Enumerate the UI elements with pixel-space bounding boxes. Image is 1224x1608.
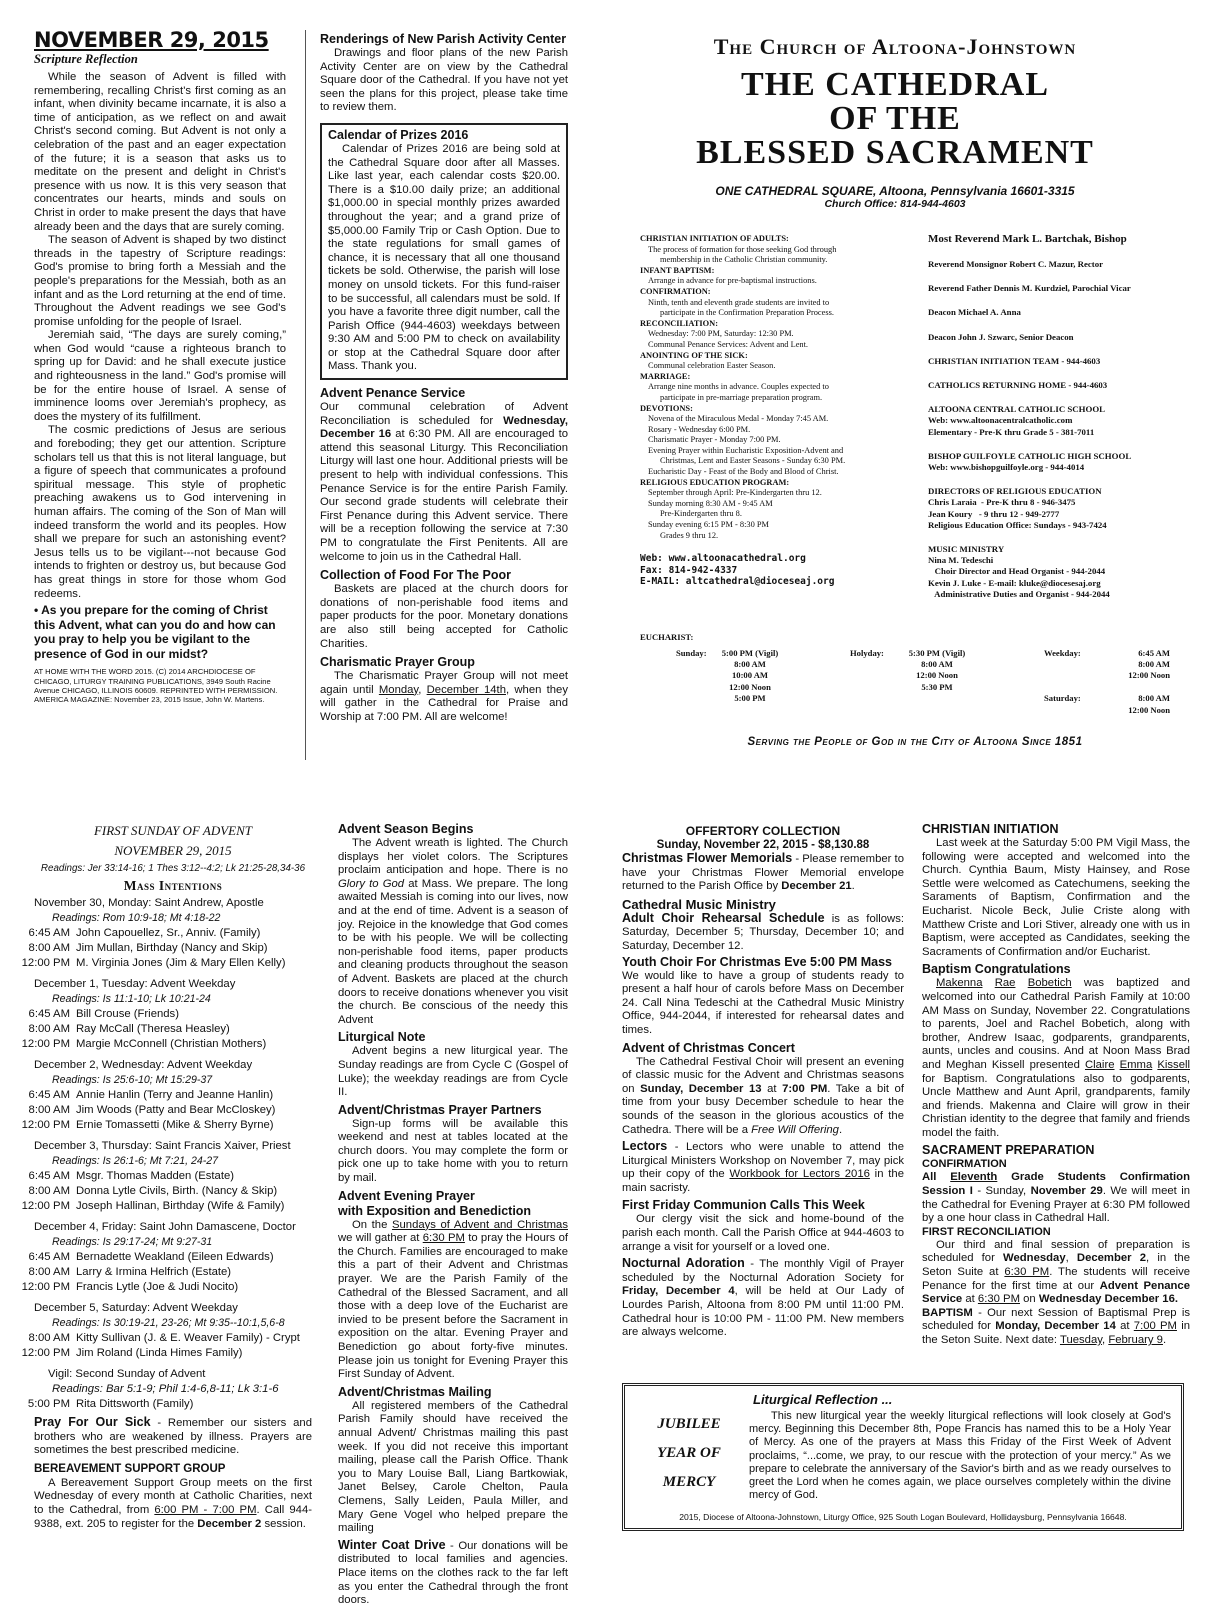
mass-day-title: December 1, Tuesday: Advent Weekday xyxy=(34,978,236,990)
mass-intention-row: 8:00 AM Jim Mullan, Birthday (Nancy and Skip) xyxy=(28,942,268,954)
vigil-title: Vigil: Second Sunday of Advent xyxy=(48,1368,206,1380)
christian-initiation-text: Last week at the Saturday 5:00 PM Vigil Mass, the following were accepted and welcomed into the Church. Cynthia Baum, Misty Hainsey, and Rose Settle were welcomed as Catechumens, seeking the Saraments of Baptism, Confirmation and the Eucharist. Nicole Beck, Julie Criste along with Matthew Criste and Lori Stiver, already one with us in Baptism, were accepted as Candidates, seeking the Sacraments of Confirmation and/or Eucharist. xyxy=(922,837,1190,958)
sacrament-line: CONFIRMATION: xyxy=(640,286,711,296)
reflection-credit: AT HOME WITH THE WORD 2015. (C) 2014 ARCHDIOCESE OF CHICAGO, LITURGY TRAINING PUBLICATIONS, 3949 South Racine Avenue CHICAGO, ILLINOIS 60609. REPRINTED WITH PERMISSION. AMERICA MAGAZINE: November 23, 2015 Issue, John W. Martens. xyxy=(34,667,278,705)
holyday-mass-time: 8:00 AM xyxy=(921,659,953,669)
sacrament-line: Grades 9 thru 12. xyxy=(660,530,719,540)
mass-day-title: December 3, Thursday: Saint Francis Xaiver, Priest xyxy=(34,1140,291,1152)
sacrament-line: Wednesday: 7:00 PM, Saturday: 12:30 PM. xyxy=(648,329,794,339)
christian-initiation-title: CHRISTIAN INITIATION xyxy=(922,822,1059,836)
concert-text: The Cathedral Festival Choir will present an evening of classic music for the Advent and Christmas seasons on Sunday, December 13 at 7:00 PM. Take a bit of time from your busy December schedule to hear the sounds of the season in the glorious acoustics of the Cathedra. There will be a Free Will Offering. xyxy=(622,1055,904,1136)
mass-day-group xyxy=(21,896,312,971)
sacrament-line: Sunday evening 6:15 PM - 8:30 PM xyxy=(648,520,769,530)
prayer-partners-text: Sign-up forms will be available this weekend and nest at tables located at the church doors. You may complete the form or pick one up to take home with you to return by mail. xyxy=(338,1117,568,1185)
confirmation-title: CONFIRMATION xyxy=(922,1158,1007,1171)
jubilee-box xyxy=(622,1383,1184,1531)
mass-day-readings: Readings: Is 26:1-6; Mt 7:21, 24-27 xyxy=(52,1155,219,1167)
sunday-mass-time: 12:00 Noon xyxy=(729,681,771,692)
liturgical-reflection-title: Liturgical Reflection ... xyxy=(753,1392,893,1407)
staff-line: Jean Koury - 9 thru 12 - 949-2777 xyxy=(928,508,1060,519)
scripture-reflection-label: Scripture Reflection xyxy=(34,52,138,66)
bulletin-date: NOVEMBER 29, 2015 xyxy=(34,28,269,52)
sacrament-line: Sunday morning 8:30 AM - 9:45 AM xyxy=(648,498,773,508)
sunday-date: NOVEMBER 29, 2015 xyxy=(114,843,232,858)
mass-day-readings: Readings: Is 30:19-21, 23-26; Mt 9:35--10:1,5,6-8 xyxy=(52,1317,285,1329)
first-friday-title: First Friday Communion Calls This Week xyxy=(622,1198,865,1213)
mass-intention-row: 8:00 AM Ray McCall (Theresa Heasley) xyxy=(28,1023,230,1035)
staff-line: CATHOLICS RETURNING HOME - 944-4603 xyxy=(928,380,1108,391)
eucharist-schedule xyxy=(640,632,1190,748)
sacrament-line: MARRIAGE: xyxy=(640,371,691,381)
sacrament-line: Charismatic Prayer - Monday 7:00 PM. xyxy=(648,435,781,445)
renderings-text: Drawings and floor plans of the new Parish Activity Center are on view by the Cathedral Square door of the Cathedral. If you have not yet seen the plans for this project, please take time to review them. xyxy=(320,47,568,114)
mass-day-title: December 4, Friday: Saint John Damascene, Doctor xyxy=(34,1221,296,1233)
reflection-paragraph: While the season of Advent is filled with remembering, recalling Christ's first coming as an infant, when divinity became incarnate, it is also a time of anticipation, as we reflect on and await Christ's second coming. But Advent is not only a celebration of the past and an eager expectation of the future; it is a season that asks us to meditate on the present and delight in Christ's presence with us now. It is this very season that concentrates our hearts, minds and souls on Christ in order to make present the days that have already been and the days that are surely coming. xyxy=(34,71,286,233)
sacrament-line: Arrange nine months in advance. Couples expected to xyxy=(648,382,829,392)
baptism-congrats-text: Makenna Rae Bobetich was baptized and welcomed into our Cathedral Parish Family at 10:00 AM Mass on Sunday, November 22. Congratulations to parents, Joel and Rachel Bobetich, along with brother, Andrew Isaac, godparents, grandparents, aunts, uncles and cousins. And at Noon Mass Brad and Meghan Kissell presented Claire Emma Kissell for Baptism. Congratulations also to godparents, Uncle Matthew and Aunt April, grandparents, family and friends. Makenna and Claire will grow in their Christian identity to the degree that family and friends model the faith. xyxy=(922,977,1191,1139)
liturgical-note-title: Liturgical Note xyxy=(338,1030,426,1045)
liturgical-note-text: Advent begins a new liturgical year. The Sunday readings are from Cycle C (Gospel of Luke); the weekday readings are from Cycle II. xyxy=(338,1045,568,1099)
staff-line: Reverend Monsignor Robert C. Mazur, Rector xyxy=(928,259,1104,269)
mass-intention-row: 6:45 AM Annie Hanlin (Terry and Jeanne Hanlin) xyxy=(28,1089,274,1101)
mass-intention-row: 12:00 PM Jim Roland (Linda Himes Family) xyxy=(21,1347,243,1359)
evening-prayer-title: Advent Evening Prayer xyxy=(338,1188,475,1203)
youth-choir-text: We would like to have a group of students ready to present a half hour of carols before Mass on December 24. Call Nina Tedeschi at the Cathedral Music Ministry Office, 944-2044, if interested for rehearsal dates and times. xyxy=(622,969,904,1036)
confirmation-text: All Eleventh Grade Students Confirmation Session I - Sunday, November 29. We will meet in the Cathedral for Evening Prayer at 6:30 PM followed by a one hour class in Cathedral Hall. xyxy=(922,1171,1191,1225)
staff-line: Web: www.altoonacentralcatholic.com xyxy=(928,415,1073,426)
mass-day-title: December 5, Saturday: Advent Weekday xyxy=(34,1302,238,1314)
sunday-label: Sunday: xyxy=(676,647,707,658)
staff-line: Most Reverend Mark L. Bartchak, Bishop xyxy=(928,233,1127,245)
holyday-label: Holyday: xyxy=(850,647,884,658)
parish-fax: Fax: 814-942-4337 xyxy=(640,564,738,576)
sacrament-line: DEVOTIONS: xyxy=(640,403,693,413)
vigil-mass-row: 5:00 PM Rita Dittsworth (Family) xyxy=(27,1398,194,1410)
food-title: Collection of Food For The Poor xyxy=(320,568,511,583)
weekday-mass-time: 8:00 AM xyxy=(1138,659,1170,669)
bottom-column-3 xyxy=(622,824,904,1340)
youth-choir-title: Youth Choir For Christmas Eve 5:00 PM Mass xyxy=(622,954,892,969)
sacrament-line: Communal celebration Easter Season. xyxy=(648,361,776,371)
staff-line: Deacon Michael A. Anna xyxy=(928,307,1021,318)
mailing-text: All registered members of the Cathedral Parish Family should have received the annual Advent/ Christmas mailing this past week. If you did not receive this important mailing, please call the Parish Office. Thank you to Mary Louise Ball, Liang Bartkowiak, Janet Belsey, Carole Chelton, Paula Clemens, Sally Leiden, Paula Miller, and Mary Gene Vogel who helped prepare the mailing xyxy=(338,1399,568,1535)
staff-line: Administrative Duties and Organist - 944-2044 xyxy=(928,588,1110,599)
weekday-times xyxy=(1090,648,1170,682)
masthead xyxy=(600,34,1190,211)
mass-intention-row: 6:45 AM Bernadette Weakland (Eileen Edwards) xyxy=(28,1251,274,1263)
first-reconciliation-text: Our third and final session of preparation is scheduled for Wednesday, December 2, in the Seton Suite at 6:30 PM. The students will receive Penance for the first time at our Advent Penance Service at 6:30 PM on Wednesday December 16. xyxy=(922,1238,1191,1306)
staff-line: DIRECTORS OF RELIGIOUS EDUCATION xyxy=(928,486,1102,497)
holyday-times xyxy=(892,648,982,694)
evening-prayer-text: On the Sundays of Advent and Christmas we will gather at 6:30 PM to pray the Hours of the Church. Families are encouraged to make this a part of their Advent and Christmas prayer. We are the Parish Family of the Cathedral of the Blessed Sacrament, and all those with a deep love of the Eucharist are invied to be present before the Sacrament in exposition on the altar. Evening Prayer and Benediction go about forty-five minutes. Please join us tonight for Evening Prayer this First Sunday of Advent. xyxy=(338,1218,568,1381)
sunday-times xyxy=(710,648,790,705)
sacrament-line: participate in the Confirmation Preparation Process. xyxy=(660,308,834,318)
penance-title: Advent Penance Service xyxy=(320,386,466,401)
saturday-mass-time: 12:00 Noon xyxy=(1128,704,1170,715)
saturday-label: Saturday: xyxy=(1044,693,1081,704)
mass-day-group xyxy=(21,1139,312,1214)
mass-intention-row: 12:00 PM Margie McConnell (Christian Mothers) xyxy=(21,1038,267,1050)
sacrament-line: Evening Prayer within Eucharistic Exposition-Advent and xyxy=(648,445,844,455)
prayer-partners-title: Advent/Christmas Prayer Partners xyxy=(338,1102,542,1117)
mass-intention-row: 12:00 PM M. Virginia Jones (Jim & Mary Ellen Kelly) xyxy=(21,957,286,969)
charismatic-text: The Charismatic Prayer Group will not meet again until Monday, December 14th, when they will gather in the Cathedral for Praise and Worship at 7:00 PM. All are welcome! xyxy=(320,670,568,723)
column-divider xyxy=(305,30,306,760)
mass-intention-row: 8:00 AM Donna Lytle Civils, Birth. (Nancy & Skip) xyxy=(28,1185,278,1197)
staff-line: CHRISTIAN INITIATION TEAM - 944-4603 xyxy=(928,355,1101,366)
reflection-paragraph: Jeremiah said, “The days are surely coming,” when God would “cause a righteous branch to spring up for David: and he shall execute justice and righteousness in the land.” God's promise will be for the entire house of Israel. A sense of imminence looms over Jeremiah's prophecy, as does the mystery of its fulfillment. xyxy=(34,329,286,423)
baptism-congrats-title: Baptism Congratulations xyxy=(922,962,1071,977)
sacrament-line: INFANT BAPTISM: xyxy=(640,265,715,275)
mass-day-group xyxy=(21,977,312,1052)
mass-intention-row: 12:00 PM Joseph Hallinan, Birthday (Wife & Family) xyxy=(21,1200,285,1212)
coat-drive-text: Winter Coat Drive - Our donations will be distributed to local families and agencies. Place items on the clothes rack to the far left as you enter the Cathedral through the front doors. xyxy=(338,1537,568,1607)
bereavement-text: A Bereavement Support Group meets on the first Wednesday of every month at Catholic Charities, next to the Cathedral, from 6:00 PM - 7:00 PM. Call 944-9388, ext. 205 to register for the December 2 session. xyxy=(34,1476,312,1530)
sick-text: Pray For Our Sick - Remember our sisters and brothers who are weakened by illness. Prayers are sometimes the best prescribed medicine. xyxy=(34,1415,312,1457)
staff-line: Chris Laraia - Pre-K thru 8 - 946-3475 xyxy=(928,497,1076,508)
mass-day-readings: Readings: Is 25:6-10; Mt 15:29-37 xyxy=(52,1074,213,1086)
sacrament-line: participate in pre-marriage preparation program. xyxy=(660,392,823,402)
eucharist-label: EUCHARIST: xyxy=(640,632,694,642)
flower-memorials-text: Christmas Flower Memorials - Please remember to have your Christmas Flower Memorial envelope returned to the Parish Office by December 21. xyxy=(622,851,904,893)
mass-day-readings: Readings: Rom 10:9-18; Mt 4:18-22 xyxy=(52,912,221,924)
liturgy-office-credit: 2015, Diocese of Altoona-Johnstown, Liturgy Office, 925 South Logan Boulevard, Hollidaysburg, Pennsylvania 16648. xyxy=(679,1512,1127,1522)
cathedral-title-line1: THE CATHEDRAL xyxy=(740,66,1050,103)
saturday-mass-time: 8:00 AM xyxy=(1138,693,1170,704)
sacrament-line: The process of formation for those seeking God through xyxy=(648,244,837,254)
liturgical-reflection-text: This new liturgical year the weekly liturgical reflections will look closely at God's mercy. Beginning this December 8th, Pope Francis has named this to be a Holy Year of Mercy. As one of the prayers at Mass this Friday of the First Week of Advent proclaims, “...come, we pray, to our rescue with the protection of your mercy.” As we prepare to celebrate the anniversary of the Savior's birth and as we ready ourselves to greet the Lord when he comes again, we place ourselves completely within the divine mercy of God. xyxy=(749,1410,1171,1502)
cathedral-title-line3: BLESSED SACRAMENT xyxy=(696,134,1094,171)
offertory-title: OFFERTORY COLLECTION xyxy=(685,824,841,838)
sacrament-line: Christmas, Lent and Easter Seasons - Sunday 6:30 PM. xyxy=(660,456,846,466)
staff-line: Choir Director and Head Organist - 944-2044 xyxy=(928,566,1106,577)
staff-line: BISHOP GUILFOYLE CATHOLIC HIGH SCHOOL xyxy=(928,450,1132,461)
weekday-label: Weekday: xyxy=(1044,647,1081,658)
sacrament-line: Eucharistic Day - Feast of the Body and Blood of Christ. xyxy=(648,467,839,477)
first-friday-text: Our clergy visit the sick and home-bound of the parish each month. Call the Parish Office at 944-4603 to arrange a visit for yourself or a loved one. xyxy=(622,1213,904,1253)
penance-date: Wednesday, December 16 xyxy=(320,414,568,441)
calendar-text: Calendar of Prizes 2016 are being sold at the Cathedral Square door after all Masses. Like last year, each calendar costs $20.00. There is a $10.00 daily prize; an additional $1,000.00 in special monthly prizes awarded throughout the year; and a grand prize of $5,000.00 Family Trip or Cash Option. Due to the state regulations for small games of chance, it is necessary that all one thousand tickets be sold. Otherwise, the parish will lose money on unsold tickets. For this fund-raiser to be successful, all calendars must be sold. If you have a favorite three digit number, call the Parish Office (944-4603) weekdays between 9:30 AM and 5:00 PM to check on availability or stop at the Cathedral Square door after Mass. Thank you. xyxy=(328,142,560,373)
mass-day-group xyxy=(21,1220,312,1295)
sacrament-line: membership in the Catholic Christian community. xyxy=(660,255,828,265)
mass-intention-row: 12:00 PM Francis Lytle (Joe & Judi Nocito) xyxy=(21,1281,239,1293)
mailing-title: Advent/Christmas Mailing xyxy=(338,1384,492,1399)
penance-text: Our communal celebration of Advent Reconciliation is scheduled for Wednesday, December 16 at 6:30 PM. All are encouraged to attend this seasonal Liturgy. This Reconciliation Liturgy will last one hour. Additional priests will be present to help with individual confessions. This Penance Service is for the entire Parish Family. Our second grade students will celebrate their First Penance during this Advent service. There will be a reception following the service at 7:30 PM to congratulate the First Penitents. All are welcome to join us in the Cathedral Hall. xyxy=(320,401,568,563)
mass-intentions-title: Mass Intentions xyxy=(123,878,223,893)
sunday-mass-time: 5:00 PM xyxy=(734,693,766,704)
staff-line: Nina M. Tedeschi xyxy=(928,555,994,566)
sacrament-line: Novena of the Miraculous Medal - Monday 7:45 AM. xyxy=(648,414,829,424)
sacrament-line: Rosary - Wednesday 6:00 PM. xyxy=(648,424,751,434)
serving-tagline: Serving the People of God in the City of Altoona Since 1851 xyxy=(747,735,1083,748)
top-middle-column xyxy=(320,32,568,725)
sacrament-line: ANOINTING OF THE SICK: xyxy=(640,350,748,360)
sunday-title: FIRST SUNDAY OF ADVENT xyxy=(93,823,253,838)
church-name: The Church of Altoona-Johnstown xyxy=(713,34,1077,59)
cathedral-address: ONE CATHEDRAL SQUARE, Altoona, Pennsylvania 16601-3315 xyxy=(715,184,1075,198)
advent-season-title: Advent Season Begins xyxy=(338,822,474,836)
bottom-column-4 xyxy=(922,822,1190,1348)
calendar-box xyxy=(320,123,568,380)
food-text: Baskets are placed at the church doors for donations of non-perishable food items and paper products for the poor. Monetary donations are also still being accepted for Catholic Charities. xyxy=(320,583,568,650)
holyday-mass-time: 5:30 PM (Vigil) xyxy=(908,647,966,658)
sacrament-line: September through April: Pre-Kindergarten thru 12. xyxy=(648,488,822,498)
saturday-times xyxy=(1090,693,1170,716)
mass-intentions-list xyxy=(21,896,312,1361)
mass-day-group xyxy=(21,1301,312,1361)
sacrament-line: CHRISTIAN INITIATION OF ADULTS: xyxy=(640,234,789,243)
sacrament-line: Arrange in advance for pre-baptismal instructions. xyxy=(648,276,817,286)
adult-choir-text: Adult Choir Rehearsal Schedule is as follows: Saturday, December 5; Thursday, December 10; and Saturday, December 12. xyxy=(622,910,904,952)
music-ministry-title: Cathedral Music Ministry xyxy=(622,896,776,912)
sacrament-prep-title: SACRAMENT PREPARATION xyxy=(922,1143,1095,1158)
bottom-column-2 xyxy=(338,822,568,1608)
concert-title: Advent of Christmas Concert xyxy=(622,1040,795,1055)
staff-line: Reverend Father Dennis M. Kurdziel, Parochial Vicar xyxy=(928,283,1131,294)
staff-line: ALTOONA CENTRAL CATHOLIC SCHOOL xyxy=(928,404,1106,415)
holyday-mass-time: 5:30 PM xyxy=(921,681,953,692)
lectors-text: Lectors - Lectors who were unable to attend the Liturgical Ministers Workshop on November 7, may pick up their copy of the Workbook for Lectors 2016 in the main sacristy. xyxy=(622,1139,904,1194)
staff-list xyxy=(928,232,1188,600)
bereavement-title: BEREAVEMENT SUPPORT GROUP xyxy=(34,1462,226,1475)
evening-prayer-subtitle: with Exposition and Benediction xyxy=(338,1203,532,1218)
sunday-mass-time: 8:00 AM xyxy=(734,659,766,669)
church-office-phone: Church Office: 814-944-4603 xyxy=(824,198,966,210)
reflection-question: • As you prepare for the coming of Christ this Advent, what can you do and how can you pray to help you be vigilant to the presence of God in our midst? xyxy=(34,603,276,661)
sacrament-line: RELIGIOUS EDUCATION PROGRAM: xyxy=(640,477,790,487)
mass-intention-row: 8:00 AM Larry & Irmina Helfrich (Estate) xyxy=(28,1266,232,1278)
sunday-mass-time: 10:00 AM xyxy=(731,670,769,681)
mass-column xyxy=(21,822,312,1531)
mass-intention-row: 6:45 AM Bill Crouse (Friends) xyxy=(28,1008,179,1020)
weekday-mass-time: 6:45 AM xyxy=(1138,647,1170,658)
reflection-paragraph: The cosmic predictions of Jesus are serious and foreboding; they get our attention. Scripture scholars tell us that this is not literal language, but a figure of speech that communicates a profound spiritual message. This style of prophetic preaching awakens us to God intervening in human affairs. The coming of the Son of Man will indeed transform the world and its peoples. How shall we prepare for such an astonishing event? Jesus tells us to be vigilant---not because God intends to frighten or destroy us, but because God has great things in store for those whom God redeems. xyxy=(34,424,286,600)
mass-day-readings: Readings: Is 29:17-24; Mt 9:27-31 xyxy=(52,1236,213,1248)
staff-line: MUSIC MINISTRY xyxy=(928,544,1005,555)
advent-season-text: The Advent wreath is lighted. The Church displays her violet colors. The Scriptures proclaim anticipation and hope. There is no Glory to God at Mass. We prepare. The long awaited Messiah is coming into our lives, now and at the end of time. Advent is a season of joy. Rejoice in the knowledge that God comes to be with his people. We will be collecting non-perishable food items, paper products and cleaning products throughout the season of Advent. Baskets are placed at the church doors to receive donations whenever you visit the church. Be conscious of the needy this Advent xyxy=(338,837,568,1026)
charismatic-title: Charismatic Prayer Group xyxy=(320,655,475,670)
baptism-prep-text: BAPTISM - Our next Session of Baptismal Prep is scheduled for Monday, December 14 at 7:00 PM in the Seton Suite. Next date: Tuesday, February 9. xyxy=(922,1306,1191,1346)
holyday-mass-time: 12:00 Noon xyxy=(916,670,958,681)
jubilee-label: JUBILEE YEAR OF MERCY xyxy=(657,1416,721,1490)
renderings-title: Renderings of New Parish Activity Center xyxy=(320,32,567,46)
mass-intention-row: 6:45 AM Msgr. Thomas Madden (Estate) xyxy=(28,1170,235,1182)
mass-intention-row: 6:45 AM John Capouellez, Sr., Anniv. (Family) xyxy=(28,927,261,939)
mass-day-group xyxy=(21,1058,312,1133)
sacrament-line: Communal Penance Services: Advent and Lent. xyxy=(648,339,809,349)
mass-intention-row: 12:00 PM Ernie Tomassetti (Mike & Sherry Byrne) xyxy=(21,1119,274,1131)
staff-line: Religious Education Office: Sundays - 943-7424 xyxy=(928,519,1107,530)
staff-line: Web: www.bishopguilfoyle.org - 944-4014 xyxy=(928,462,1085,473)
mass-day-readings: Readings: Is 11:1-10; Lk 10:21-24 xyxy=(52,993,211,1005)
parish-email: E-MAIL: altcathedral@dioceseaj.org xyxy=(640,576,835,588)
sacrament-line: RECONCILIATION: xyxy=(640,318,719,328)
first-reconciliation-title: FIRST RECONCILIATION xyxy=(922,1225,1051,1238)
offertory-amount: Sunday, November 22, 2015 - $8,130.88 xyxy=(656,839,870,851)
sacraments-list xyxy=(640,234,925,588)
reflection-paragraph: The season of Advent is shaped by two distinct threads in the tapestry of Scripture readings: God's promise to bring forth a Messiah and the people's preparations for the Messiah, both as an infant and as the Lord returning at the end of time. Throughout the Advent readings we see God's promise unfolding for the people of Israel. xyxy=(34,234,286,328)
sacrament-line: Ninth, tenth and eleventh grade students are invited to xyxy=(648,297,830,307)
staff-line: Deacon John J. Szwarc, Senior Deacon xyxy=(928,331,1074,342)
mass-day-title: November 30, Monday: Saint Andrew, Apostle xyxy=(34,897,264,909)
nocturnal-adoration-text: Nocturnal Adoration - The monthly Vigil of Prayer scheduled by the Nocturnal Adoration Society for Friday, December 4, will be held at Our Lady of Lourdes Parish, Altoona from 8:00 PM until 11:00 PM. Cathedral hour is 10:00 PM - 11:00 PM. New members are always welcome. xyxy=(622,1256,905,1339)
parish-website: Web: www.altoonacathedral.org xyxy=(640,553,806,565)
staff-line: Kevin J. Luke - E-mail: kluke@diocesesaj.org xyxy=(928,577,1101,588)
vigil-readings: Readings: Bar 5:1-9; Phil 1:4-6,8-11; Lk 3:1-6 xyxy=(52,1383,279,1395)
scripture-column xyxy=(34,28,286,705)
mass-intention-row: 8:00 AM Jim Woods (Patty and Bear McCloskey) xyxy=(28,1104,276,1116)
cathedral-title-line2: OF THE xyxy=(829,100,961,137)
weekday-mass-time: 12:00 Noon xyxy=(1128,670,1170,681)
sacrament-line: Pre-Kindergarten thru 8. xyxy=(660,509,742,519)
staff-line: Elementary - Pre-K thru Grade 5 - 381-7011 xyxy=(928,426,1095,437)
mass-intention-row: 8:00 AM Kitty Sullivan (J. & E. Weaver Family) - Crypt xyxy=(28,1332,300,1344)
sunday-mass-time: 5:00 PM (Vigil) xyxy=(721,647,779,658)
calendar-title: Calendar of Prizes 2016 xyxy=(328,127,469,142)
sunday-readings: Readings: Jer 33:14-16; 1 Thes 3:12--4:2; Lk 21:25-28,34-36 xyxy=(40,863,306,874)
mass-day-title: December 2, Wednesday: Advent Weekday xyxy=(34,1059,253,1071)
